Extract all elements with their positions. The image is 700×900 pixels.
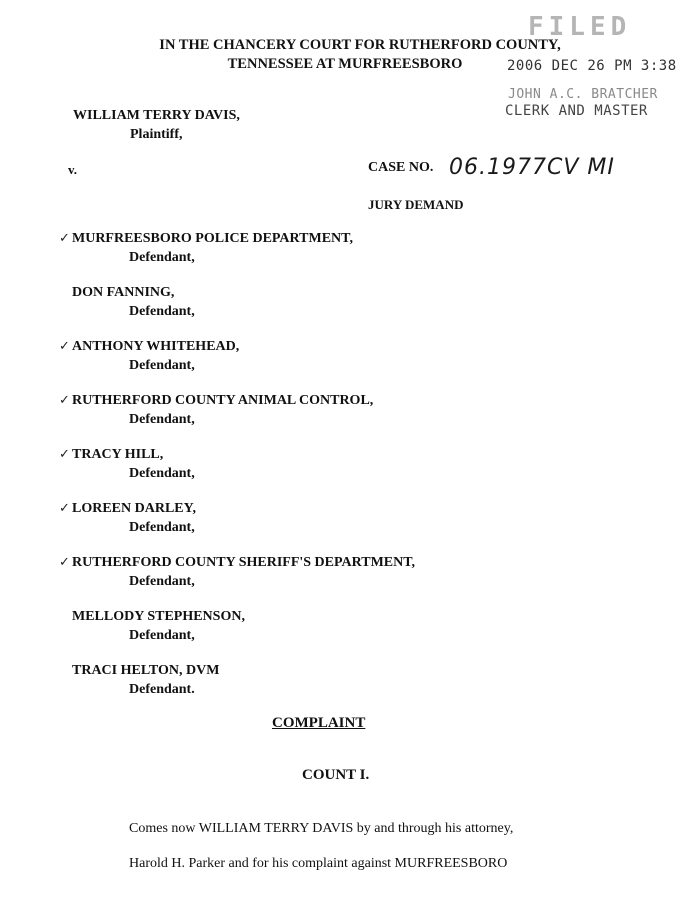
check-mark-icon: ✓	[59, 231, 70, 246]
check-mark-icon: ✓	[59, 555, 70, 570]
filed-stamp-datetime: 2006 DEC 26 PM 3:38	[507, 58, 677, 74]
court-caption-line2: TENNESSEE AT MURFREESBORO	[227, 56, 463, 72]
defendant-block	[72, 661, 219, 699]
versus-label: v.	[68, 162, 78, 177]
defendant-name: RUTHERFORD COUNTY ANIMAL CONTROL,	[72, 393, 374, 408]
court-caption-line1: IN THE CHANCERY COURT FOR RUTHERFORD COUNTY,	[159, 37, 561, 53]
defendant-name: TRACY HILL,	[72, 447, 164, 462]
check-mark-icon: ✓	[59, 501, 70, 516]
defendant-role: Defendant,	[129, 520, 195, 535]
defendant-block	[59, 337, 240, 375]
count-heading: COUNT I.	[302, 767, 370, 783]
defendant-role: Defendant,	[129, 628, 195, 643]
filed-stamp-clerk-title: CLERK AND MASTER	[505, 103, 648, 119]
defendant-block	[59, 391, 374, 429]
defendant-block	[59, 229, 353, 267]
defendant-name: ANTHONY WHITEHEAD,	[72, 339, 240, 354]
defendant-name: RUTHERFORD COUNTY SHERIFF'S DEPARTMENT,	[72, 555, 416, 570]
defendant-role: Defendant,	[129, 250, 195, 265]
complaint-heading: COMPLAINT	[272, 715, 366, 731]
defendant-name: MURFREESBORO POLICE DEPARTMENT,	[72, 231, 353, 246]
defendant-role: Defendant,	[129, 358, 195, 373]
defendant-block	[59, 553, 416, 591]
defendant-block	[59, 499, 196, 537]
defendant-role: Defendant,	[129, 412, 195, 427]
complaint-body-line: Harold H. Parker and for his complaint against MURFREESBORO	[129, 856, 508, 871]
defendant-role: Defendant,	[129, 304, 195, 319]
plaintiff-name: WILLIAM TERRY DAVIS,	[73, 108, 240, 123]
check-mark-icon: ✓	[59, 393, 70, 408]
complaint-body-line: Comes now WILLIAM TERRY DAVIS by and through his attorney,	[129, 821, 514, 836]
defendant-role: Defendant.	[129, 682, 195, 697]
filed-stamp: FILED	[528, 12, 632, 42]
jury-demand: JURY DEMAND	[368, 197, 464, 212]
defendant-block	[72, 283, 195, 321]
defendant-name: DON FANNING,	[72, 285, 175, 300]
defendant-block	[59, 445, 195, 483]
check-mark-icon: ✓	[59, 339, 70, 354]
check-mark-icon: ✓	[59, 447, 70, 462]
filed-stamp-clerk-name: JOHN A.C. BRATCHER	[508, 87, 658, 102]
defendant-role: Defendant,	[129, 466, 195, 481]
defendant-block	[72, 607, 245, 645]
case-number-label: CASE NO.	[368, 160, 434, 175]
defendant-name: TRACI HELTON, DVM	[72, 663, 220, 678]
plaintiff-block	[73, 106, 240, 144]
defendant-role: Defendant,	[129, 574, 195, 589]
plaintiff-role: Plaintiff,	[130, 127, 183, 142]
defendant-name: LOREEN DARLEY,	[72, 501, 196, 516]
defendant-name: MELLODY STEPHENSON,	[72, 609, 245, 624]
case-number-handwritten: 06.1977CV MI	[449, 155, 615, 180]
